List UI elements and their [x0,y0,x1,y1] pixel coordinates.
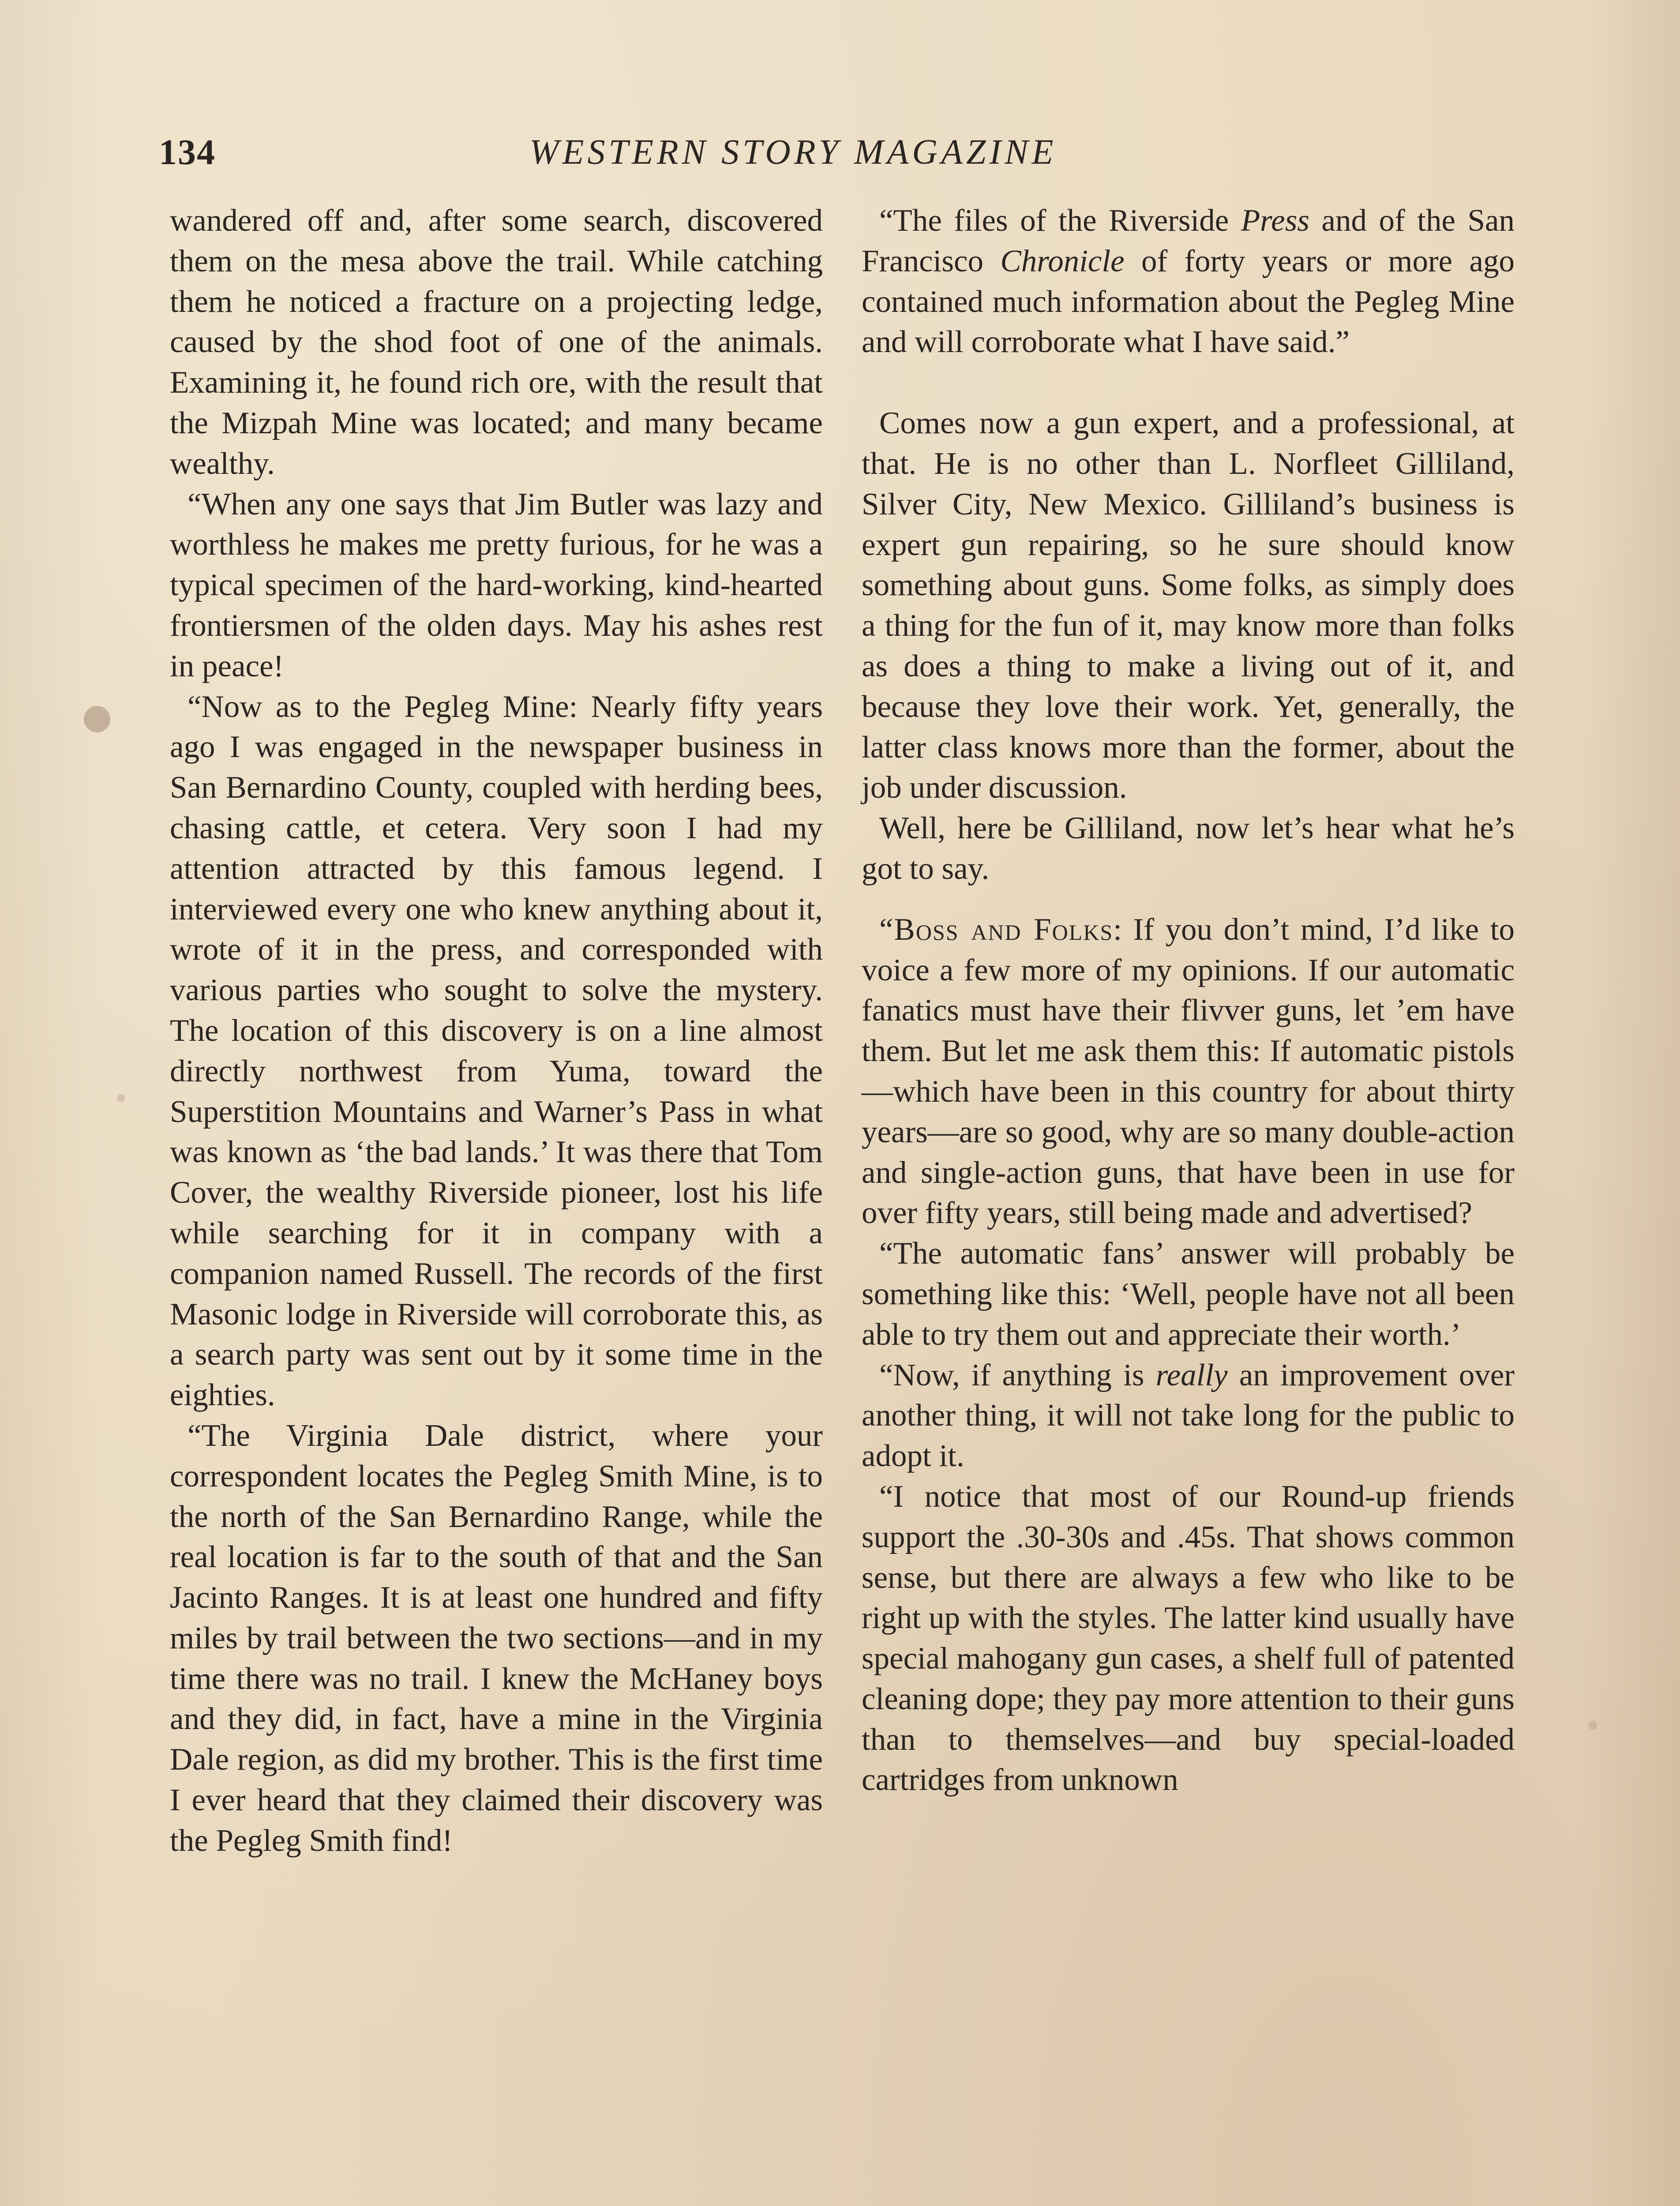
paragraph: “Now as to the Pegleg Mine: Nearly fifty years ago I was engaged in the newspaper business in San Bernardino County, coupled with herding bees, chasing cattle, et cetera. Very soon I had my attention attracted by this famous legend. I interviewed every one who knew anything about it, wrote of it in the press, and corresponded with various parties who sought to solve the mystery. The location of this discovery is on a line almost directly northwest from Yuma, toward the Superstition Mountains and Warner’s Pass in what was known as ‘the bad lands.’ It was there that Tom Cover, the wealthy Riverside pioneer, lost his life while searching for it in company with a companion named Russell. The records of the first Masonic lodge in Riverside will corroborate this, as a search party was sent out by it some time in the eighties. [170,689,823,1413]
page-number: 134 [159,132,216,172]
paragraph: “The Virginia Dale district, where your correspondent locates the Pegleg Smith Mine, is to the north of the San Bernardino Range, while the real location is far to the south of that and the San Jacinto Ranges. It is at least one hundred and fifty miles by trail between the two sections—and in my time there was no trail. I knew the McHaney boys and they did, in fact, have a mine in the Virginia Dale region, as did my brother. This is the first time I ever heard that they claimed their discovery was the Pegleg Smith find! [170,1418,823,1858]
paper-stain [1588,1721,1597,1730]
newspaper-title: Chronicle [1000,244,1125,278]
paragraph: wandered off and, after some search, discovered them on the mesa above the trail. While catching them he noticed a fracture on a projecting ledge, caused by the shod foot of one of the animals. Examining it, he found rich ore, with the result that the Mizpah Mine was located; and many became wealthy. [170,203,823,481]
right-column [862,201,1515,1801]
running-head: WESTERN STORY MAGAZINE [529,133,1057,172]
paragraph [862,1355,1515,1477]
text-run: “Now, if anything is [879,1358,1156,1392]
paragraph: “The automatic fans’ answer will probably be something like this: ‘Well, people have not all been able to try them out and appreciate their worth.’ [862,1236,1515,1352]
text-run: of forty years or more ago contained much information about the Pegleg Mine and will corroborate what I have said.” [862,244,1515,360]
text-run: and of the San Francisco [862,203,1515,278]
letter-paragraph [862,910,1515,1234]
text-run: “The files of the Riverside [879,203,1241,238]
letter-salutation: “Boss and Folks [879,912,1114,947]
paragraph: “I notice that most of our Round-up friends support the .30-30s and .45s. That shows common sense, but there are always a few who like to be right up with the styles. The latter kind usually have special mahogany gun cases, a shelf full of patented cleaning dope; they pay more attention to their guns than to themselves—and buy special-loaded cartridges from unknown [862,1479,1515,1797]
paragraph: Well, here be Gilliland, now let’s hear what he’s got to say. [862,811,1515,886]
paragraph [862,201,1515,363]
text-run: : If you don’t mind, I’d like to voice a few more of my opinions. If our automatic fanatics must have their flivver guns, let ’em have them. But let me ask them this: If automatic pistols—which have been in this country for about thirty years—are so good, why are so many double-action and single-action guns, that have been in use for over fifty years, still being made and advertised? [862,912,1515,1231]
paragraph: “When any one says that Jim Butler was lazy and worthless he makes me pretty furious, for he was a typical specimen of the hard-working, kind-hearted frontiersmen of the olden days. May his ashes rest in peace! [170,487,823,683]
page-header [159,128,1518,176]
paper-stain [117,1094,125,1102]
left-column [170,201,823,1861]
emphasis: really [1155,1358,1228,1392]
newspaper-title: Press [1241,203,1309,238]
text-run: an improvement over another thing, it will not take long for the public to adopt it. [862,1358,1515,1474]
paragraph: Comes now a gun expert, and a professional, at that. He is no other than L. Norfleet Gilliland, Silver City, New Mexico. Gilliland’s business is expert gun repairing, so he sure should know something about guns. Some folks, as simply does a thing for the fun of it, may know more than folks as does a thing to make a living out of it, and because they love their work. Yet, generally, the latter class knows more than the former, about the job under discussion. [862,406,1515,805]
paper-stain [84,706,110,732]
